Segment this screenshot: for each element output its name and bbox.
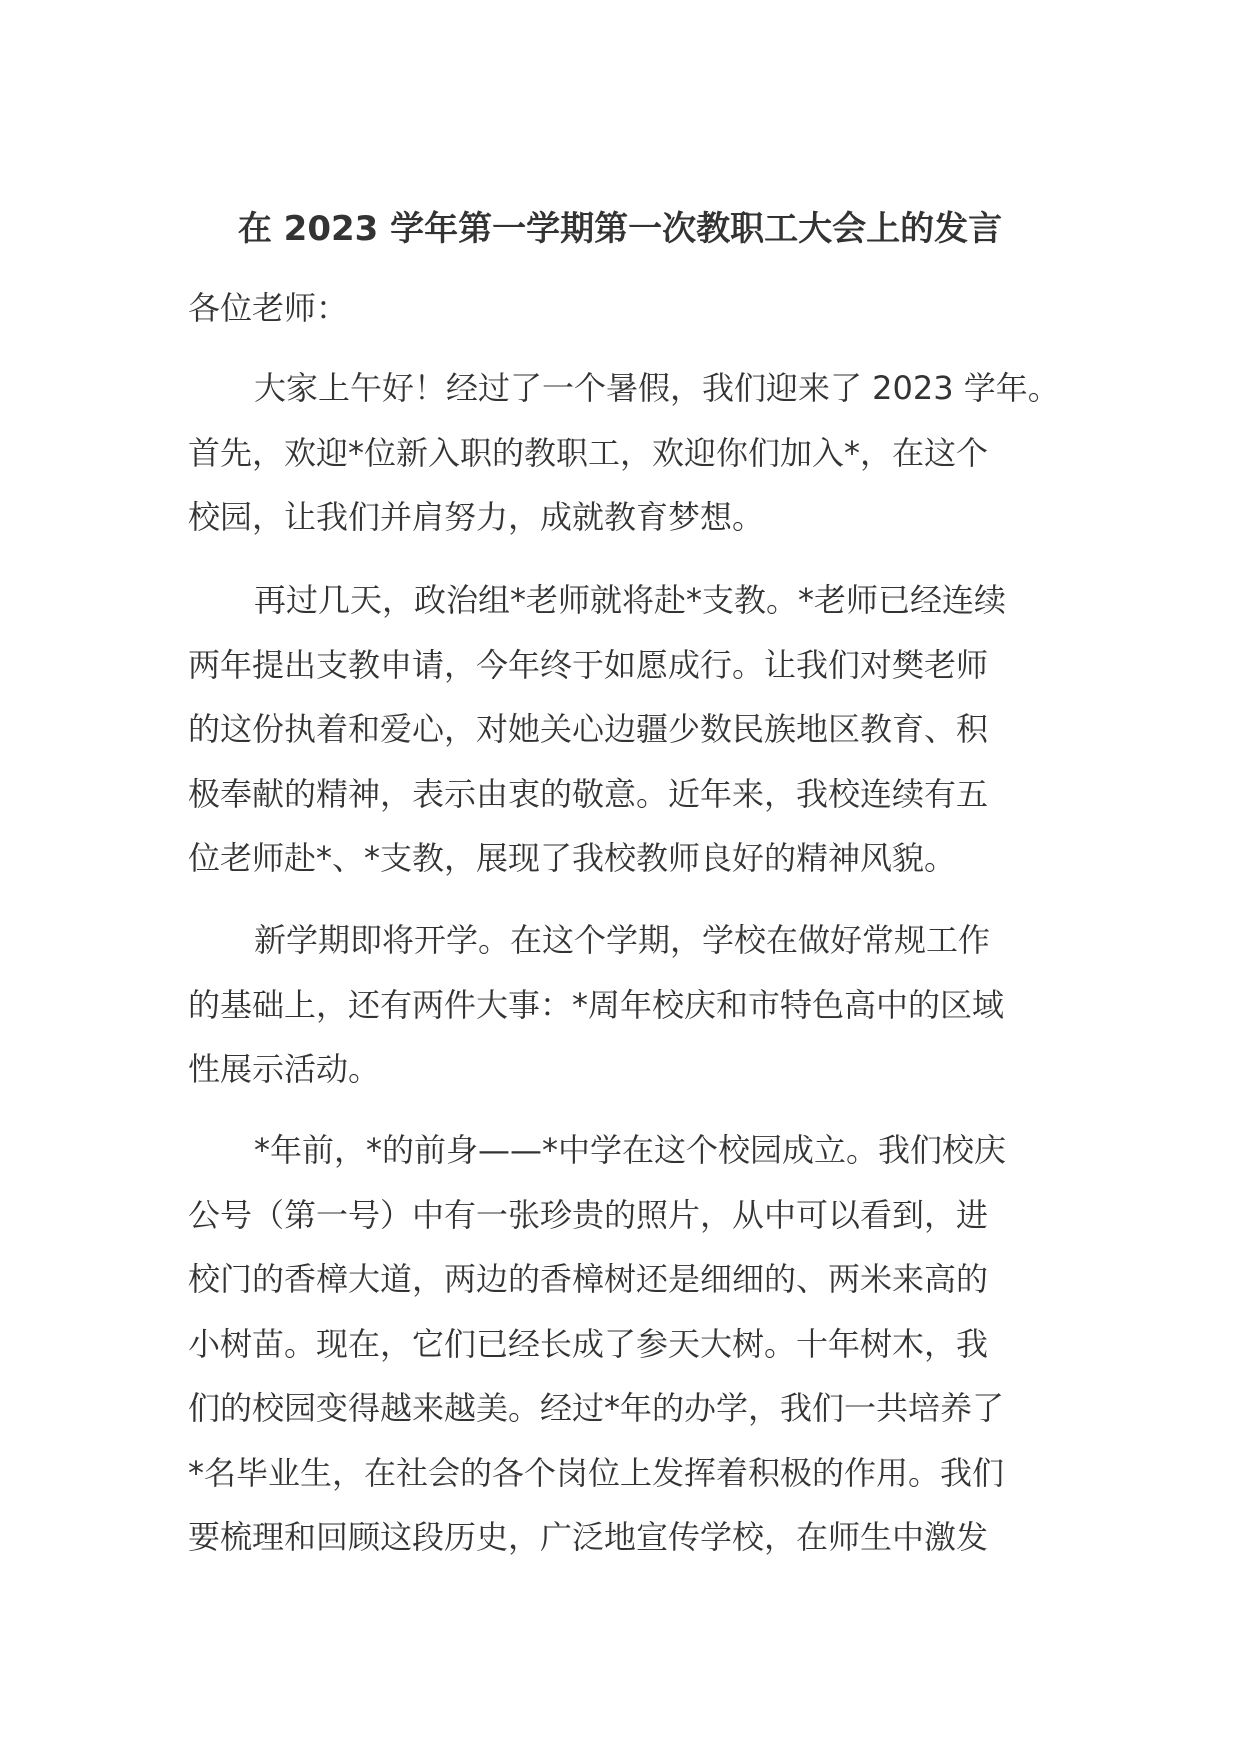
- paragraph-line: *名毕业生，在社会的各个岗位上发挥着积极的作用。我们: [188, 1453, 1005, 1492]
- paragraph-line: 们的校园变得越来越美。经过*年的办学，我们一共培养了: [188, 1389, 1005, 1427]
- paragraph-line: 小树苗。现在，它们已经长成了参天大树。十年树木，我: [188, 1324, 989, 1363]
- paragraph-line: *年前，*的前身——*中学在这个校园成立。我们校庆: [254, 1131, 1007, 1169]
- paragraph-line: 校园，让我们并肩努力，成就教育梦想。: [188, 498, 765, 536]
- paragraph: [188, 568, 1054, 891]
- paragraph-line: 首先，欢迎*位新入职的教职工，欢迎你们加入*，在这个: [188, 433, 989, 472]
- paragraph-line: 两年提出支教申请，今年终于如愿成行。让我们对樊老师: [188, 645, 989, 684]
- paragraph-line: 要梳理和回顾这段历史，广泛地宣传学校，在师生中激发: [188, 1518, 989, 1556]
- paragraph-line: 新学期即将开学。在这个学期，学校在做好常规工作: [254, 921, 991, 959]
- paragraph-line: 校门的香樟大道，两边的香樟树还是细细的、两米来高的: [188, 1260, 989, 1298]
- paragraph-line: 公号（第一号）中有一张珍贵的照片，从中可以看到，进: [188, 1195, 989, 1234]
- paragraph-line: 位老师赴*、*支教，展现了我校教师良好的精神风貌。: [188, 839, 957, 877]
- paragraph-line: 再过几天，政治组*老师就将赴*支教。*老师已经连续: [254, 581, 1007, 619]
- paragraph: [188, 1118, 1054, 1570]
- paragraph-line: 的这份执着和爱心，对她关心边疆少数民族地区教育、积: [188, 710, 989, 748]
- paragraph-line: 极奉献的精神，表示由衷的敬意。近年来，我校连续有五: [188, 774, 989, 813]
- paragraph: [188, 356, 1060, 550]
- paragraph: [188, 908, 1054, 1102]
- document-title: 在 2023 学年第一学期第一次教职工大会上的发言: [237, 209, 1003, 249]
- paragraph-line: 的基础上，还有两件大事：*周年校庆和市特色高中的区域: [188, 985, 1005, 1024]
- salutation: 各位老师：: [188, 289, 349, 327]
- paragraph-line: 大家上午好！经过了一个暑假，我们迎来了 2023 学年。: [254, 369, 1060, 407]
- paragraph-line: 性展示活动。: [188, 1050, 381, 1088]
